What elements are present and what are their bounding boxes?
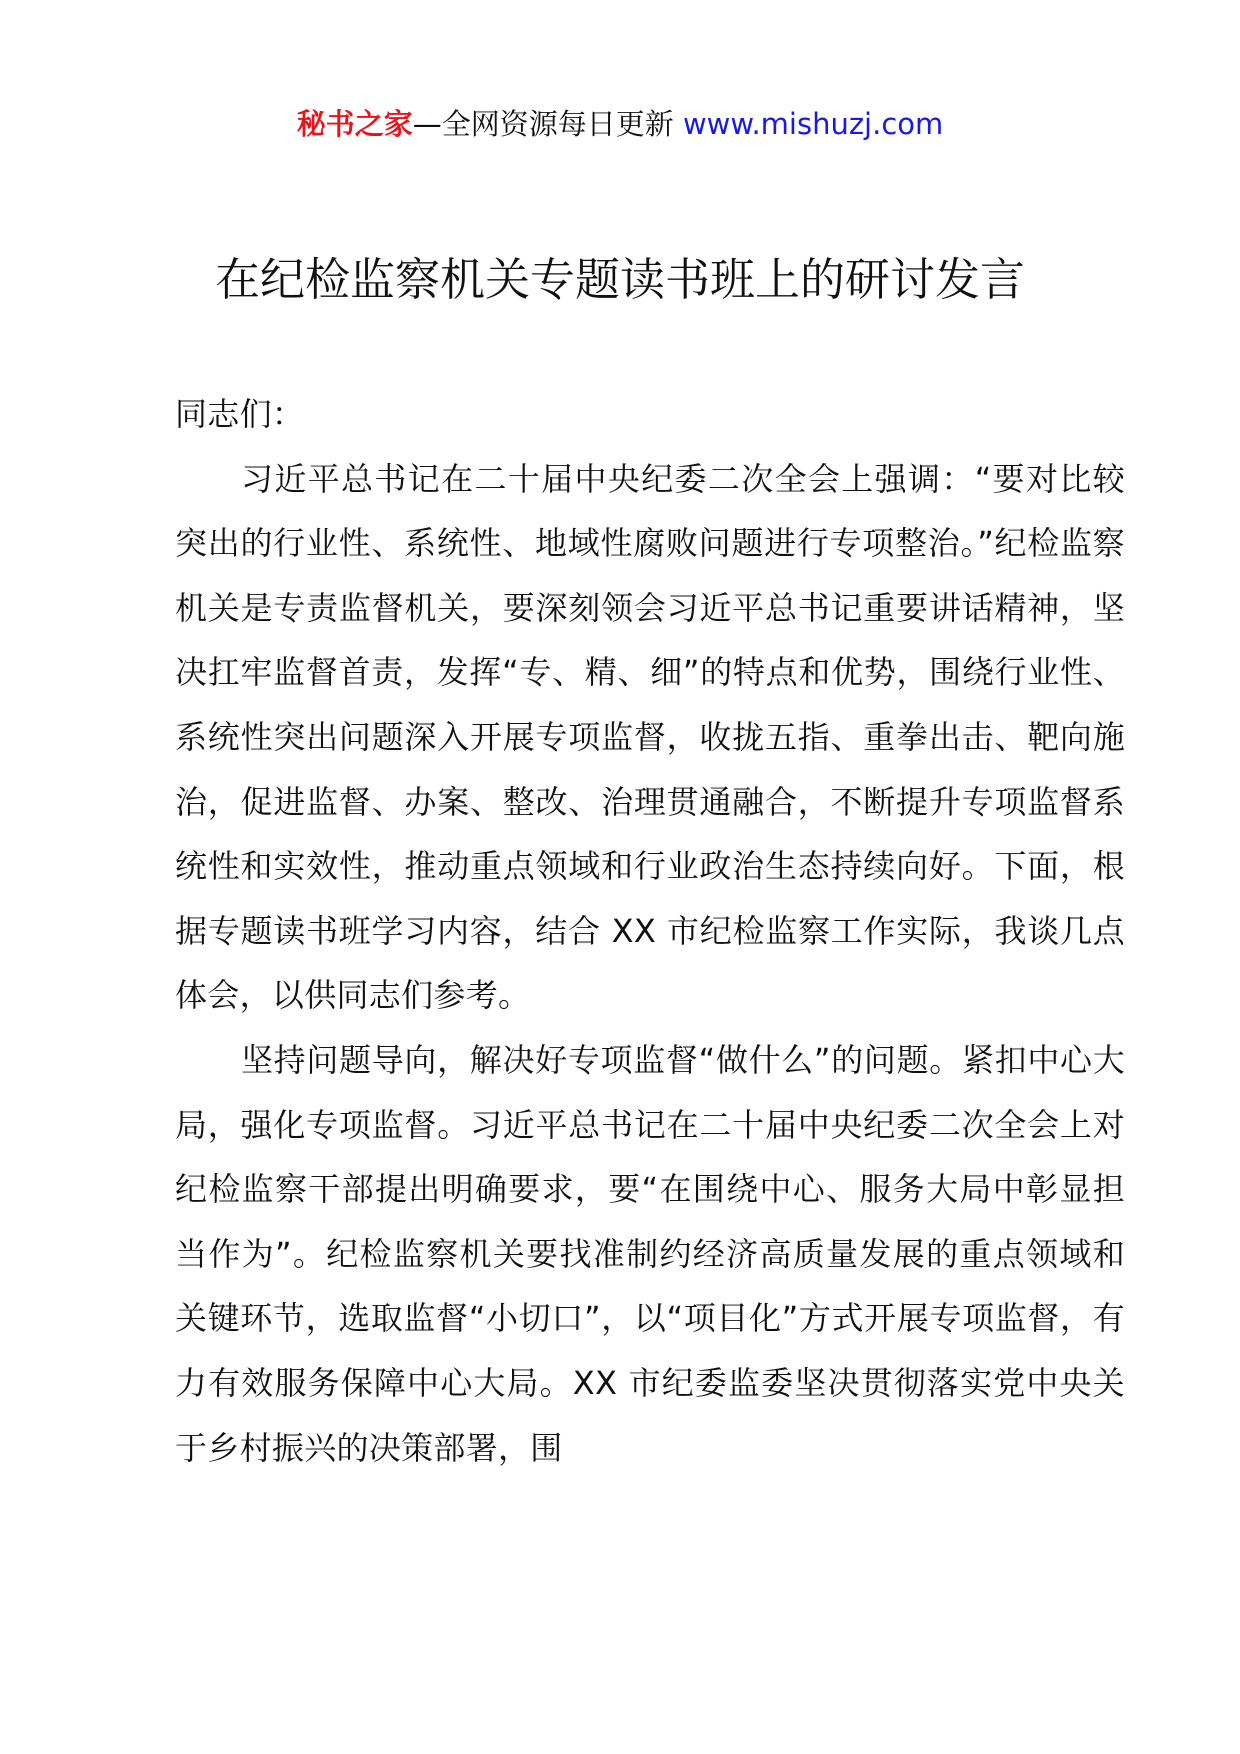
- brand-name: 秘书之家: [296, 107, 413, 141]
- body-paragraph: 习近平总书记在二十届中央纪委二次全会上强调：“要对比较突出的行业性、系统性、地域性腐败问题进行专项整治。”纪检监察机关是专责监督机关，要深刻领会习近平总书记重要讲话精神，坚决扛牢监督首责，发挥“专、精、细”的特点和优势，围绕行业性、系统性突出问题深入开展专项监督，收拢五指、重拳出击、靶向施治，促进监督、办案、整改、治理贯通融合，不断提升专项监督系统性和实效性，推动重点领域和行业政治生态持续向好。下面，根据专题读书班学习内容，结合 XX 市纪检监察工作实际，我谈几点体会，以供同志们参考。: [175, 459, 1125, 1015]
- document-body: [175, 382, 1125, 1480]
- document-title: 在纪检监察机关专题读书班上的研讨发言: [214, 253, 1025, 306]
- salutation: 同志们：: [175, 395, 305, 433]
- header-tagline: —全网资源每日更新: [412, 107, 683, 141]
- site-link[interactable]: www.mishuzj.com: [682, 107, 944, 141]
- body-paragraph: 坚持问题导向，解决好专项监督“做什么”的问题。紧扣中心大局，强化专项监督。习近平总书记在二十届中央纪委二次全会上对纪检监察干部提出明确要求，要“在围绕中心、服务大局中彰显担当作为”。纪检监察机关要找准制约经济高质量发展的重点领域和关键环节，选取监督“小切口”，以“项目化”方式开展专项监督，有力有效服务保障中心大局。XX 市纪委监委坚决贯彻落实党中央关于乡村振兴的决策部署，围: [175, 1040, 1125, 1467]
- page-header: [0, 104, 1240, 144]
